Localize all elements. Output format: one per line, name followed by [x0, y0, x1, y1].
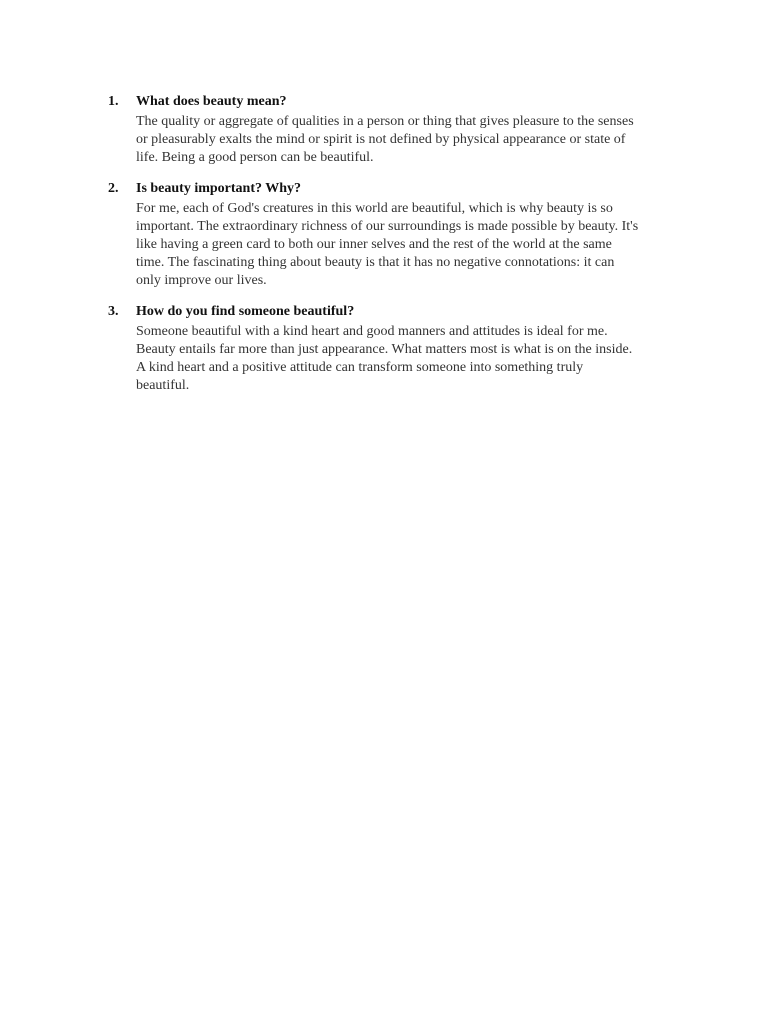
answer-paragraph	[136, 113, 688, 167]
answer-line: time. The fascinating thing about beauty is that it has no negative connotations: it can	[136, 255, 615, 270]
answer-line: For me, each of God's creatures in this world are beautiful, which is why beauty is so	[136, 201, 613, 216]
item-number: 3.	[108, 304, 119, 319]
item-number: 1.	[108, 94, 119, 109]
answer-line: or pleasurably exalts the mind or spirit is not defined by physical appearance or state of	[136, 132, 626, 147]
question-heading: What does beauty mean?	[136, 94, 287, 109]
answer-line: important. The extraordinary richness of our surroundings is made possible by beauty. It's	[136, 219, 639, 234]
answer-line: only improve our lives.	[136, 273, 267, 288]
answer-line: Someone beautiful with a kind heart and good manners and attitudes is ideal for me.	[136, 324, 608, 339]
question-heading: How do you find someone beautiful?	[136, 304, 355, 319]
answer-line: The quality or aggregate of qualities in a person or thing that gives pleasure to the senses	[136, 114, 634, 129]
answer-line: like having a green card to both our inner selves and the rest of the world at the same	[136, 237, 612, 252]
list-item-question-1	[108, 93, 688, 167]
answer-paragraph	[136, 323, 688, 395]
answer-line: A kind heart and a positive attitude can transform someone into something truly	[136, 360, 584, 375]
answer-line: life. Being a good person can be beautiful.	[136, 150, 374, 165]
list-item-question-3	[108, 303, 688, 395]
answer-line: beautiful.	[136, 378, 190, 393]
answer-paragraph	[136, 200, 688, 290]
question-list	[108, 93, 688, 408]
list-item-question-2	[108, 180, 688, 290]
item-number: 2.	[108, 181, 119, 196]
question-heading: Is beauty important? Why?	[136, 181, 302, 196]
answer-line: Beauty entails far more than just appearance. What matters most is what is on the inside.	[136, 342, 633, 357]
